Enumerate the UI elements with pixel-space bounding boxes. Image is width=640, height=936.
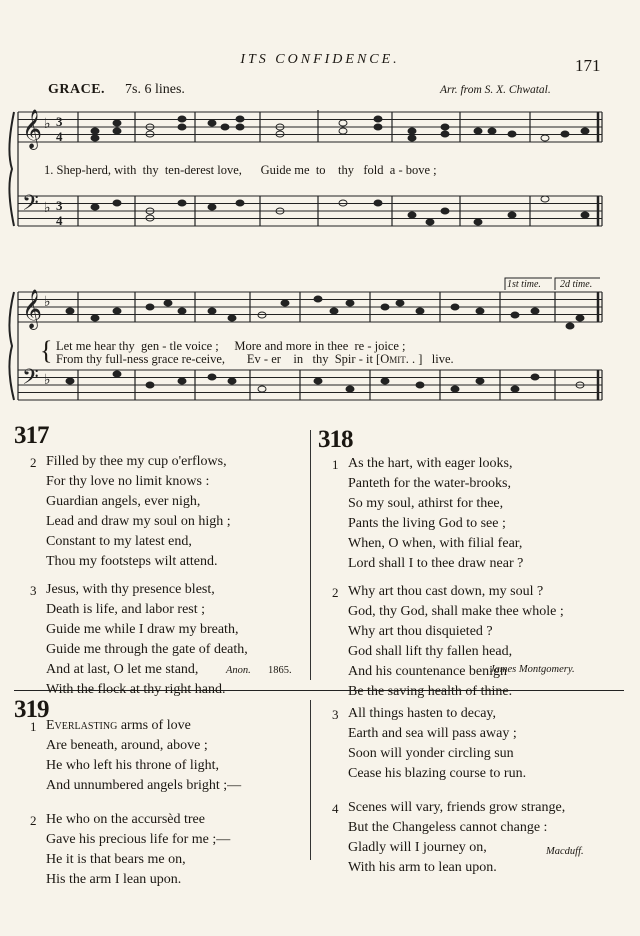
bass-clef: 𝄢 — [22, 365, 39, 395]
verse-line: With the flock at thy right hand. — [46, 682, 226, 697]
verse-line: Pants the living God to see ; — [348, 516, 506, 531]
verse-line: So my soul, athirst for thee, — [348, 496, 504, 511]
verse-line: God shall lift thy fallen head, — [348, 644, 513, 659]
first-word: Everlasting — [46, 718, 118, 733]
verse-line: Cease his blazing course to run. — [348, 766, 527, 781]
verse-line: When, O when, with filial fear, — [348, 536, 523, 551]
verse-line: And his countenance benign — [348, 664, 508, 679]
verse-line: Gladly will I journey on, — [348, 840, 487, 855]
verse-line: Jesus, with thy presence blest, — [46, 582, 215, 597]
hymn-318-stanza-2 — [318, 582, 628, 702]
tune-arranger: Arr. from S. X. Chwatal. — [440, 84, 551, 96]
verse-line: Gave his precious life for me ;— — [46, 832, 231, 847]
verse-line: And unnumbered angels bright ;— — [46, 778, 242, 793]
verse-line: As the hart, with eager looks, — [348, 456, 513, 471]
hymn-319-stanza-4 — [318, 798, 628, 878]
verse-line: And at last, O let me stand, — [46, 662, 199, 677]
verse-line: Thou my footsteps wilt attend. — [46, 554, 218, 569]
hymn-318-text — [318, 454, 628, 702]
verse-line — [46, 716, 304, 736]
verse-line: Guardian angels, ever nigh, — [46, 494, 201, 509]
svg-text:4: 4 — [56, 129, 63, 144]
verse-line: Guide me through the gate of death, — [46, 642, 248, 657]
verse-line: Lord shall I to thee draw near ? — [348, 556, 524, 571]
tune-meter: 7s. 6 lines. — [125, 82, 185, 97]
svg-text:♭: ♭ — [44, 295, 51, 310]
svg-text:♭: ♭ — [44, 117, 51, 132]
verse-line: For thy love no limit knows : — [46, 474, 210, 489]
verse-line: Constant to my latest end, — [46, 534, 192, 549]
brace — [9, 112, 14, 226]
stanza-number: 3 — [30, 583, 37, 598]
system2-lyric-b: From thy full-ness grace re-ceive, Ev - er in thy Spir - it [ — [56, 352, 381, 366]
hymn-319-stanza-1 — [14, 716, 304, 796]
tune-name: GRACE. — [48, 82, 106, 97]
stanza-number: 2 — [30, 455, 37, 470]
verse-line: Be the saving health of thine. — [348, 684, 513, 699]
verse-line: Earth and sea will pass away ; — [348, 726, 517, 741]
hymn-319-text-left — [14, 716, 304, 890]
stanza-number: 2 — [332, 585, 339, 600]
verse-line: He it is that bears me on, — [46, 852, 186, 867]
hymn-318-stanza-1 — [318, 454, 628, 574]
verse-line: Are beneath, around, above ; — [46, 738, 208, 753]
author-attribution: Macduff. — [546, 846, 584, 857]
stanza-number: 1 — [332, 457, 339, 472]
verse-line: Why art thou cast down, my soul ? — [348, 584, 544, 599]
verse-line: Filled by thee my cup o'erflows, — [46, 454, 227, 469]
year-attribution: 1865. — [268, 665, 292, 676]
hymn-319-stanza-2 — [14, 810, 304, 890]
svg-text:♭: ♭ — [44, 201, 51, 216]
system2-lyric-a: Let me hear thy gen - tle voice ; More and more in thee re - joice ; — [56, 339, 406, 353]
verse-line: Guide me while I draw my breath, — [46, 622, 239, 637]
hymn-317-stanza-3 — [14, 580, 304, 700]
page-number: 171 — [575, 56, 601, 75]
treble-clef: 𝄞 — [22, 289, 43, 329]
running-title: ITS CONFIDENCE. — [240, 52, 400, 67]
lyric-brace: { — [40, 336, 53, 365]
svg-text:♭: ♭ — [44, 373, 51, 388]
verse-line: His the arm I lean upon. — [46, 872, 182, 887]
hymn-319-stanza-3 — [318, 704, 628, 784]
column-divider — [310, 700, 311, 860]
hymn-number-319: 319 — [14, 696, 49, 723]
verse-line-rest: arms of love — [117, 718, 191, 733]
second-time-label: 2d time. — [560, 279, 593, 290]
treble-clef: 𝄞 — [22, 109, 43, 149]
verse-line: Scenes will vary, friends grow strange, — [348, 800, 566, 815]
verse-line: But the Changeless cannot change : — [348, 820, 548, 835]
verse-line: Death is life, and labor rest ; — [46, 602, 206, 617]
author-attribution: Anon. — [226, 665, 251, 676]
stanza-number: 4 — [332, 801, 339, 816]
verse-line: Panteth for the water-brooks, — [348, 476, 512, 491]
hymn-number-317: 317 — [14, 422, 49, 449]
stanza-number: 1 — [30, 719, 37, 734]
svg-text:3: 3 — [56, 114, 63, 129]
stanza-number: 3 — [332, 707, 339, 722]
system1-lyric: 1. Shep-herd, with thy ten-derest love, Guide me to thy fold a - bove ; — [44, 163, 437, 177]
omit-label: Omit — [380, 352, 406, 366]
first-time-label: 1st time. — [507, 279, 541, 290]
verse-line: God, thy God, shall make thee whole ; — [348, 604, 564, 619]
verse-line: He who left his throne of light, — [46, 758, 220, 773]
stanza-number: 2 — [30, 813, 37, 828]
verse-line: With his arm to lean upon. — [348, 860, 497, 875]
column-divider — [310, 430, 311, 680]
svg-text:3: 3 — [56, 198, 63, 213]
brace — [9, 292, 14, 400]
hymn-number-318: 318 — [318, 426, 353, 453]
system2-lyric-b-end: . . ] live. — [405, 352, 454, 366]
verse-line: He who on the accursèd tree — [46, 812, 205, 827]
verse-line: All things hasten to decay, — [348, 706, 497, 721]
author-attribution: James Montgomery. — [490, 664, 575, 675]
system2-lyric-b-line — [56, 352, 454, 367]
bass-clef: 𝄢 — [22, 191, 39, 221]
hymn-317-text — [14, 452, 304, 700]
verse-line: Why art thou disquieted ? — [348, 624, 493, 639]
verse-line: Lead and draw my soul on high ; — [46, 514, 231, 529]
svg-text:4: 4 — [56, 213, 63, 228]
verse-line: Soon will yonder circling sun — [348, 746, 514, 761]
hymn-317-stanza-2 — [14, 452, 304, 572]
